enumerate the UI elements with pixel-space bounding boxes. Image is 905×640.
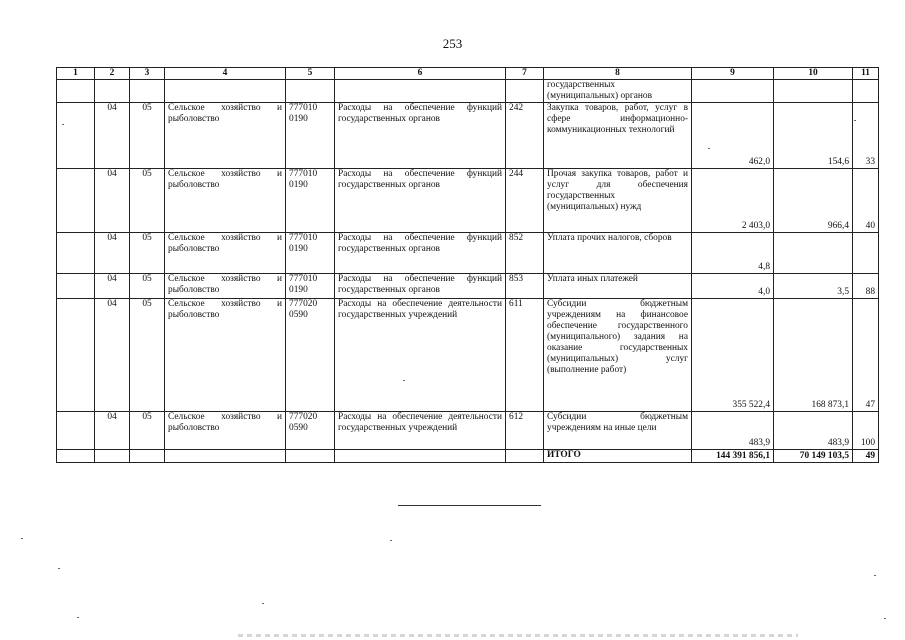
cell-expense-type-name: Прочая закупка товаров, работ и услуг для обеспечения государственных (муниципальных) нужд [544,169,692,233]
table-row [57,80,879,103]
cell-expense-type-code: 612 [506,412,544,450]
column-header: 1 [57,68,95,80]
total-row [57,450,879,463]
page-number: 253 [442,36,463,51]
empty-cell [95,450,130,463]
cell-percent: 40 [853,169,879,233]
cell-actual: 168 873,1 [774,299,853,412]
cell-expense-type-name: Уплата иных платежей [544,274,692,299]
cell-actual: 154,6 [774,103,853,169]
cell-section [95,80,130,103]
empty-cell [335,450,506,463]
cell-target-code [286,80,335,103]
cell-percent: 88 [853,274,879,299]
cell-percent [853,80,879,103]
column-header: 6 [335,68,506,80]
cell-c1 [57,103,95,169]
cell-c1 [57,80,95,103]
empty-cell [130,450,165,463]
table-row [57,412,879,450]
table-row [57,103,879,169]
cell-subsection: 05 [130,169,165,233]
cell-target-name: Расходы на обеспечение функций государственных органов [335,169,506,233]
cell-actual: 966,4 [774,169,853,233]
cell-target-name [335,80,506,103]
empty-cell [165,450,286,463]
scan-speck [62,124,64,125]
scan-speck [884,618,886,619]
cell-expense-type-code: 242 [506,103,544,169]
scan-edge-artifact [238,634,798,637]
cell-subsection [130,80,165,103]
cell-actual: 3,5 [774,274,853,299]
cell-planned: 483,9 [692,412,774,450]
empty-cell [506,450,544,463]
cell-subsection: 05 [130,274,165,299]
column-header: 8 [544,68,692,80]
empty-cell [286,450,335,463]
scan-speck [77,617,79,618]
cell-target-code: 777010 0190 [286,169,335,233]
cell-c1 [57,274,95,299]
cell-section: 04 [95,169,130,233]
cell-actual [774,80,853,103]
column-header: 5 [286,68,335,80]
scan-speck [390,540,392,541]
cell-section: 04 [95,103,130,169]
cell-subsection: 05 [130,103,165,169]
cell-target-name: Расходы на обеспечение функций государственных органов [335,233,506,274]
total-actual: 70 149 103,5 [774,450,853,463]
table-row [57,233,879,274]
table-row [57,274,879,299]
cell-target-code: 777010 0190 [286,233,335,274]
header-row [57,68,879,80]
cell-target-code: 777010 0190 [286,103,335,169]
total-planned: 144 391 856,1 [692,450,774,463]
cell-expense-type-code: 244 [506,169,544,233]
cell-percent [853,233,879,274]
column-header: 10 [774,68,853,80]
cell-planned: 355 522,4 [692,299,774,412]
cell-target-code: 777010 0190 [286,274,335,299]
cell-expense-type-code: 853 [506,274,544,299]
cell-expense-type-code: 611 [506,299,544,412]
cell-section: 04 [95,274,130,299]
cell-target-name: Расходы на обеспечение функций государственных органов [335,103,506,169]
cell-expense-type-code: 852 [506,233,544,274]
column-header: 3 [130,68,165,80]
cell-subsection: 05 [130,233,165,274]
scan-speck [708,148,710,149]
scan-speck [58,568,60,569]
cell-expense-type-name: Закупка товаров, работ, услуг в сфере информационно-коммуникационных технологий [544,103,692,169]
column-header: 7 [506,68,544,80]
cell-subsection: 05 [130,412,165,450]
cell-c1 [57,412,95,450]
empty-cell [57,450,95,463]
cell-section-name: Сельское хозяйство и рыболовство [165,299,286,412]
cell-expense-type-code [506,80,544,103]
cell-percent: 33 [853,103,879,169]
cell-section-name: Сельское хозяйство и рыболовство [165,274,286,299]
cell-section-name: Сельское хозяйство и рыболовство [165,233,286,274]
cell-section: 04 [95,233,130,274]
budget-table [56,67,879,463]
cell-expense-type-name: государственных (муниципальных) органов [544,80,692,103]
total-percent: 49 [853,450,879,463]
cell-section-name: Сельское хозяйство и рыболовство [165,412,286,450]
cell-c1 [57,233,95,274]
table-row [57,169,879,233]
end-rule [398,505,541,506]
column-header: 11 [853,68,879,80]
cell-target-code: 777020 0590 [286,299,335,412]
scan-speck [403,380,405,381]
column-header: 4 [165,68,286,80]
cell-planned [692,80,774,103]
cell-section-name: Сельское хозяйство и рыболовство [165,169,286,233]
cell-target-name: Расходы на обеспечение функций государственных органов [335,274,506,299]
scan-speck [21,538,23,539]
cell-target-name: Расходы на обеспечение деятельности государственных учреждений [335,412,506,450]
cell-target-name: Расходы на обеспечение деятельности государственных учреждений [335,299,506,412]
cell-expense-type-name: Субсидии бюджетным учреждениям на иные цели [544,412,692,450]
cell-actual: 483,9 [774,412,853,450]
cell-planned: 2 403,0 [692,169,774,233]
cell-planned: 4,8 [692,233,774,274]
scan-speck [854,120,856,121]
cell-percent: 100 [853,412,879,450]
column-header: 2 [95,68,130,80]
cell-percent: 47 [853,299,879,412]
cell-actual [774,233,853,274]
cell-c1 [57,299,95,412]
scan-speck [874,575,876,576]
cell-target-code: 777020 0590 [286,412,335,450]
cell-section-name [165,80,286,103]
scan-speck [262,603,264,604]
cell-section-name: Сельское хозяйство и рыболовство [165,103,286,169]
cell-planned: 462,0 [692,103,774,169]
column-header: 9 [692,68,774,80]
total-label: ИТОГО [544,450,692,463]
cell-subsection: 05 [130,299,165,412]
cell-section: 04 [95,412,130,450]
cell-section: 04 [95,299,130,412]
cell-planned: 4,0 [692,274,774,299]
table-row [57,299,879,412]
cell-expense-type-name: Субсидии бюджетным учреждениям на финансовое обеспечение государственного (муниципального) задания на оказание государственных (муниципальных) услуг (выполнение работ) [544,299,692,412]
cell-expense-type-name: Уплата прочих налогов, сборов [544,233,692,274]
cell-c1 [57,169,95,233]
